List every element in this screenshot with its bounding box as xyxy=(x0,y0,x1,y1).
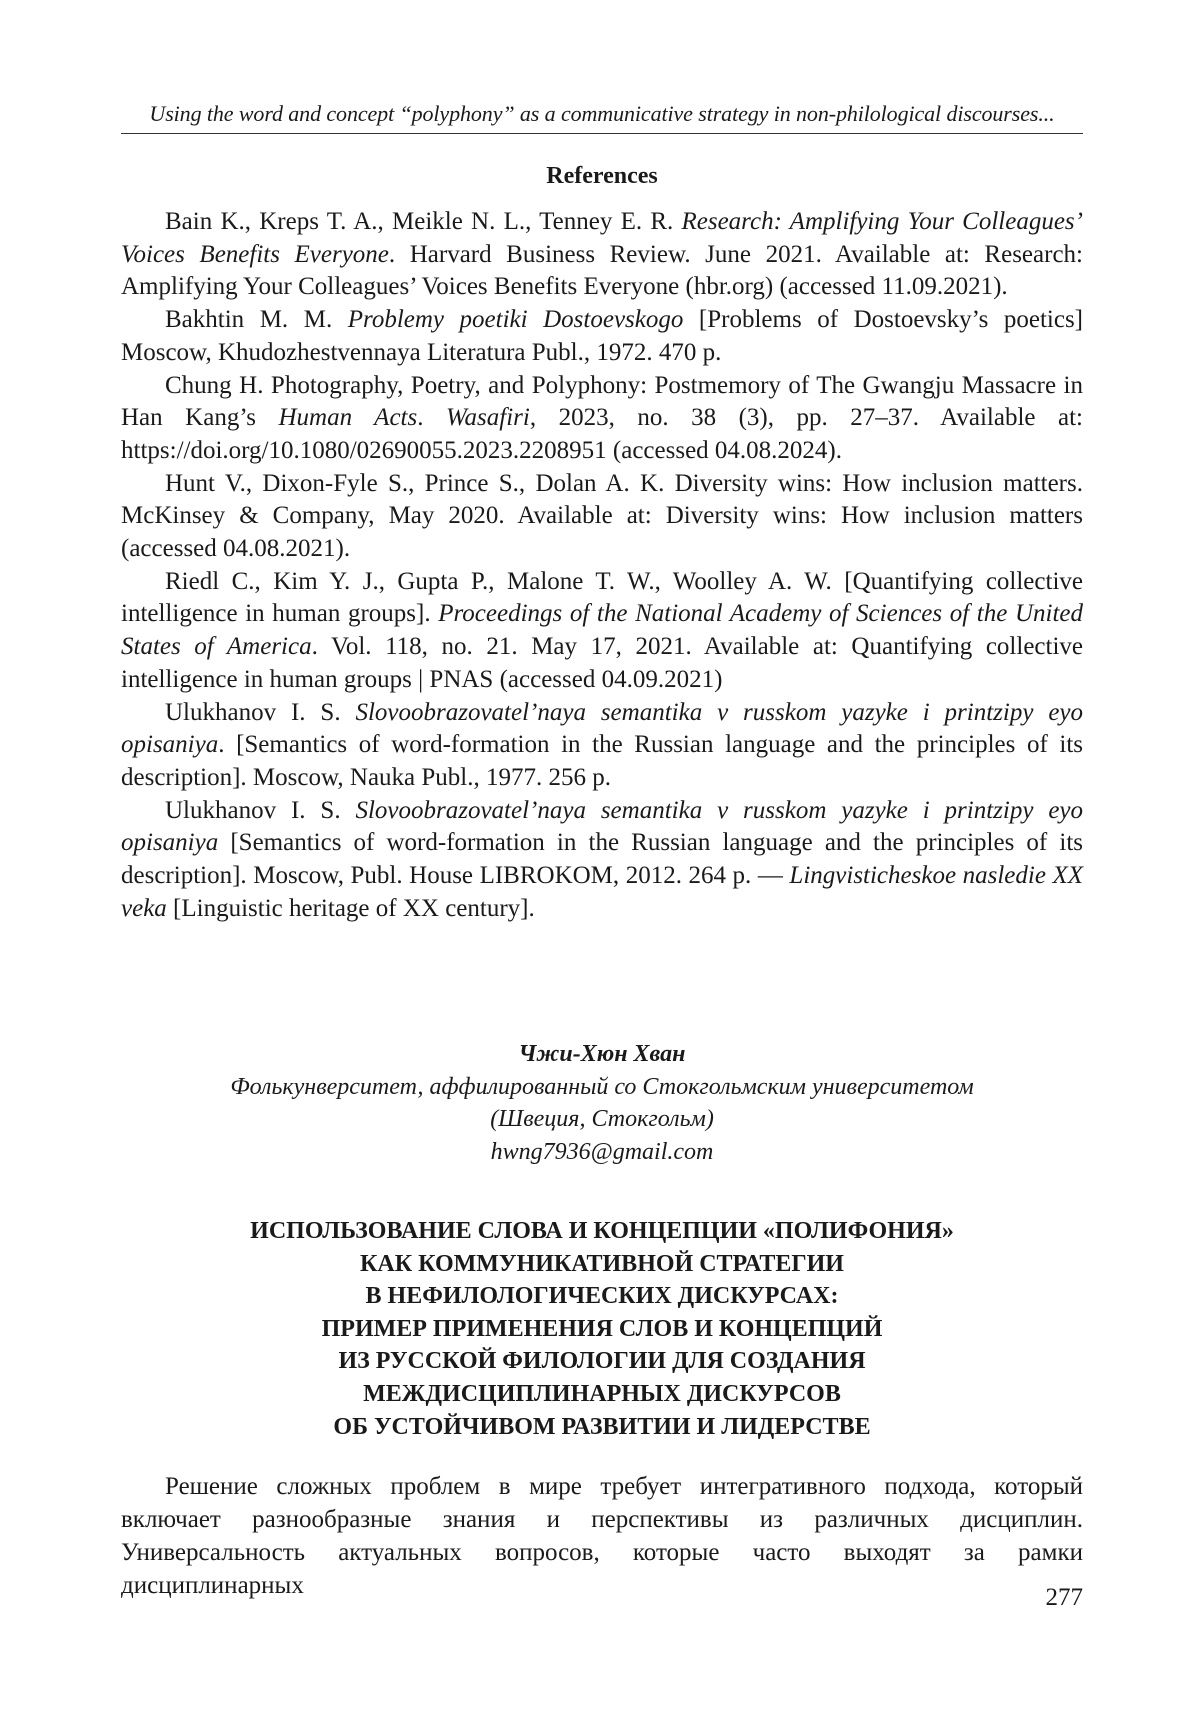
article-title-line: КАК КОММУНИКАТИВНОЙ СТРАТЕГИИ xyxy=(360,1250,844,1277)
reference-entry xyxy=(121,468,1083,566)
author-location: (Швеция, Стокгольм) xyxy=(490,1106,714,1132)
body-paragraph: Решение сложных проблем в мире требует интегративного подхода, который включает разнообразные знания и перспективы из различных дисциплин. Универсальность актуальных вопросов, которые часто выходят за рамки дисциплинарных xyxy=(121,1473,1083,1599)
article-title-line: ИСПОЛЬЗОВАНИЕ СЛОВА И КОНЦЕПЦИИ «ПОЛИФОНИЯ» xyxy=(250,1218,954,1244)
reference-italic-text: Research: Amplifying Your Colleagues’ Voices Benefits Everyone xyxy=(121,208,1083,268)
article-title-line: МЕЖДИСЦИПЛИНАРНЫХ ДИСКУРСОВ xyxy=(363,1380,841,1407)
reference-text: [Linguistic heritage of XX century]. xyxy=(166,894,535,922)
reference-italic-text: Human Acts xyxy=(278,404,418,432)
page-number: 277 xyxy=(1045,1584,1083,1611)
reference-text: , 2023, no. 38 (3), pp. 27–37. Available at: https://doi.org/10.1080/02690055.2023.2208951 (accessed 04.08.2024). xyxy=(121,404,1083,464)
references-heading: References xyxy=(546,163,658,189)
reference-text: Chung H. Photography, Poetry, and Polyphony: Postmemory of The Gwangju Massacre in Han Kang’s xyxy=(121,371,1083,432)
reference-text: Bakhtin M. M. xyxy=(165,306,348,334)
author-block xyxy=(121,1038,1083,1168)
reference-entry xyxy=(121,370,1083,468)
reference-italic-text: Slovoobrazovatel’naya semantika v russkom yazyke i printzipy eyo opisaniya xyxy=(121,698,1084,759)
article-title-line: ПРИМЕР ПРИМЕНЕНИЯ СЛОВ И КОНЦЕПЦИЙ xyxy=(321,1315,883,1342)
reference-italic-text: Problemy poetiki Dostoevskogo xyxy=(347,306,684,334)
reference-text: Hunt V., Dixon-Fyle S., Prince S., Dolan A. K. Diversity wins: How inclusion matters. McKinsey & Company, May 2020. Available at: Diversity wins: How inclusion matters (accessed 04.08.2021). xyxy=(121,469,1083,563)
reference-italic-text: Slovoobrazovatel’naya semantika v russkom yazyke i printzipy eyo opisaniya xyxy=(121,796,1084,857)
reference-text: Ulukhanov I. S. xyxy=(165,796,356,824)
reference-text: Ulukhanov I. S. xyxy=(165,698,356,726)
reference-text: [Semantics of word-formation in the Russian language and the principles of its description]. Moscow, Publ. House LIBROKOM, 2012. 264 p. — xyxy=(121,829,1083,890)
reference-text: Riedl C., Kim Y. J., Gupta P., Malone T. W., Woolley A. W. [Quantifying collective intelligence in human groups]. xyxy=(121,567,1083,628)
article-title-line: В НЕФИЛОЛОГИЧЕСКИХ ДИСКУРСАХ: xyxy=(365,1283,839,1310)
reference-text: . Harvard Business Review. June 2021. Available at: Research: Amplifying Your Colleagues’ Voices Benefits Everyone (hbr.org) (accessed 11.09.2021). xyxy=(121,240,1083,301)
reference-text: . [Semantics of word-formation in the Russian language and the principles of its description]. Moscow, Nauka Publ., 1977. 256 p. xyxy=(121,731,1083,791)
references-list xyxy=(121,206,1083,925)
article-title-line: ИЗ РУССКОЙ ФИЛОЛОГИИ ДЛЯ СОЗДАНИЯ xyxy=(338,1348,866,1375)
article-title-line: ОБ УСТОЙЧИВОМ РАЗВИТИИ И ЛИДЕРСТВЕ xyxy=(333,1413,871,1440)
reference-entry xyxy=(121,566,1083,697)
reference-italic-text: Wasafiri xyxy=(445,404,530,432)
author-email: hwng7936@gmail.com xyxy=(490,1138,714,1165)
reference-entry xyxy=(121,206,1083,304)
author-name: Чжи-Хюн Хван xyxy=(518,1041,686,1067)
reference-entry xyxy=(121,697,1083,795)
reference-text: [Problems of Dostoevsky’s poetics] Moscow, Khudozhestvennaya Literatura Publ., 1972. 470 p. xyxy=(121,306,1083,366)
reference-entry xyxy=(121,304,1083,369)
author-affiliation: Фолькунверситет, аффилированный со Стокгольмским университетом xyxy=(230,1073,974,1100)
reference-text: Bain K., Kreps T. A., Meikle N. L., Tenney E. R. xyxy=(165,208,682,235)
reference-italic-text: Lingvisticheskoe nasledie XX veka xyxy=(121,862,1084,922)
reference-text: . xyxy=(417,404,446,432)
article-title xyxy=(121,1215,1083,1443)
reference-text: . Vol. 118, no. 21. May 17, 2021. Available at: Quantifying collective intelligence in human groups | PNAS (accessed 04.09.2021) xyxy=(121,633,1083,693)
reference-entry xyxy=(121,795,1083,926)
running-head: Using the word and concept “polyphony” as a communicative strategy in non-philological discourses... xyxy=(121,98,1083,134)
reference-italic-text: Proceedings of the National Academy of Sciences of the United States of America xyxy=(121,600,1083,661)
